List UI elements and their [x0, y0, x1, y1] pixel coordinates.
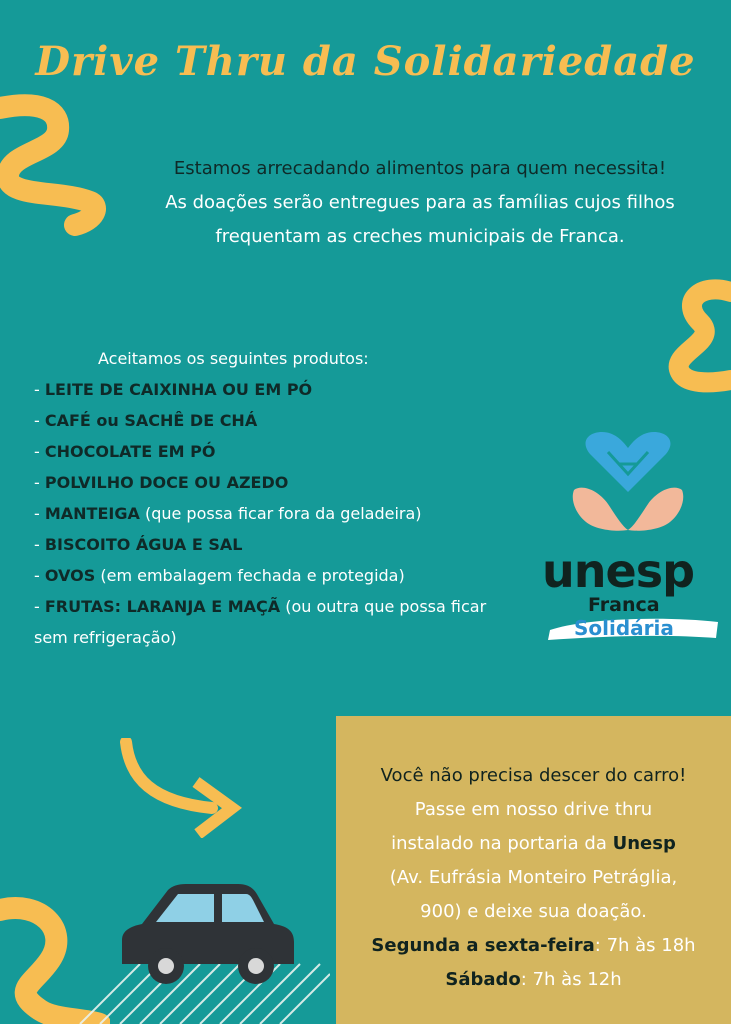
logo-solidaria-text: Solidária	[574, 616, 674, 640]
intro-text	[118, 152, 722, 254]
car-icon	[118, 880, 298, 990]
info-box	[336, 716, 731, 1024]
saturday-hours: Sábado: 7h às 12h	[445, 969, 622, 990]
page-title: Drive Thru da Solidariedade	[35, 38, 696, 85]
weekday-hours: Segunda a sexta-feira: 7h às 18h	[371, 935, 696, 956]
unesp-solidaria-logo	[540, 430, 720, 650]
products-list	[34, 343, 504, 653]
squiggle-top-left-icon	[0, 90, 110, 240]
info-line-3: instalado na portaria da Unesp	[391, 833, 676, 854]
info-line-1: Você não precisa descer do carro!	[380, 765, 687, 786]
list-item: - FRUTAS: LARANJA E MAÇÃ (ou outra que possa ficar sem refrigeração)	[34, 597, 487, 647]
list-item: - POLVILHO DOCE OU AZEDO	[34, 473, 289, 492]
arrow-icon	[112, 738, 242, 838]
intro-line-3: frequentam as creches municipais de Franca.	[215, 226, 625, 247]
info-text	[336, 759, 731, 997]
list-item: - MANTEIGA (que possa ficar fora da geladeira)	[34, 504, 422, 523]
list-item: - LEITE DE CAIXINHA OU EM PÓ	[34, 380, 313, 399]
list-item: - CHOCOLATE EM PÓ	[34, 442, 216, 461]
list-item: - OVOS (em embalagem fechada e protegida)	[34, 566, 405, 585]
info-line-4: (Av. Eufrásia Monteiro Petráglia,	[389, 867, 678, 888]
info-line-5: 900) e deixe sua doação.	[420, 901, 647, 922]
products-heading: Aceitamos os seguintes produtos:	[98, 349, 369, 368]
logo-franca-text: Franca	[588, 594, 660, 616]
list-item: - CAFÉ ou SACHÊ DE CHÁ	[34, 411, 258, 430]
intro-line-1: Estamos arrecadando alimentos para quem necessita!	[173, 158, 667, 179]
info-line-2: Passe em nosso drive thru	[414, 799, 653, 820]
heart-hands-icon	[568, 430, 688, 545]
list-item: - BISCOITO ÁGUA E SAL	[34, 535, 243, 554]
squiggle-right-icon	[650, 272, 731, 402]
logo-unesp-text: unesp	[542, 544, 695, 598]
intro-line-2: As doações serão entregues para as famílias cujos filhos	[165, 192, 675, 213]
